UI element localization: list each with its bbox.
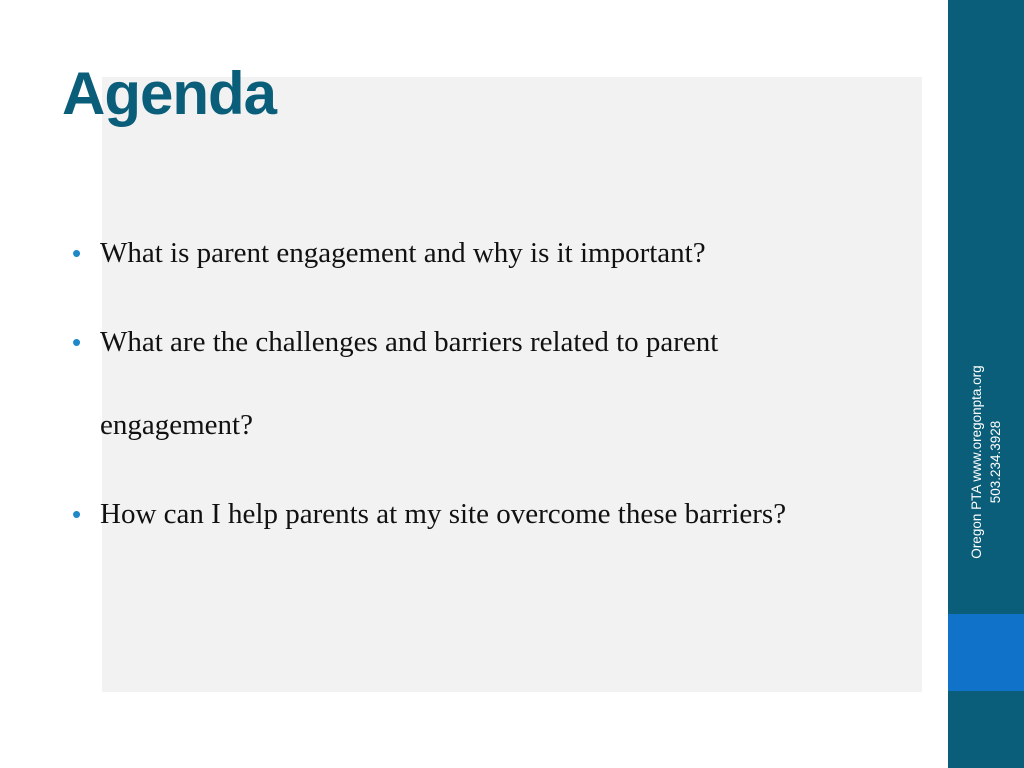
agenda-item bbox=[72, 301, 842, 467]
agenda-item bbox=[72, 212, 842, 295]
agenda-list bbox=[72, 212, 842, 562]
agenda-item bbox=[72, 473, 842, 556]
sidebar-accent-block bbox=[948, 614, 1024, 691]
bullet-icon: • bbox=[72, 499, 82, 529]
organization-website: Oregon PTA www.oregonpta.org bbox=[969, 365, 984, 559]
agenda-item-text: How can I help parents at my site overcome these barriers? bbox=[100, 498, 787, 530]
bullet-icon: • bbox=[72, 238, 82, 268]
agenda-item-text: What are the challenges and barriers related to parent engagement? bbox=[100, 326, 719, 441]
sidebar-footer-text bbox=[967, 342, 1005, 582]
bullet-icon: • bbox=[72, 327, 82, 357]
slide-title: Agenda bbox=[62, 60, 277, 127]
phone-number: 503.234.3928 bbox=[988, 420, 1003, 504]
agenda-item-text: What is parent engagement and why is it important? bbox=[100, 237, 706, 269]
